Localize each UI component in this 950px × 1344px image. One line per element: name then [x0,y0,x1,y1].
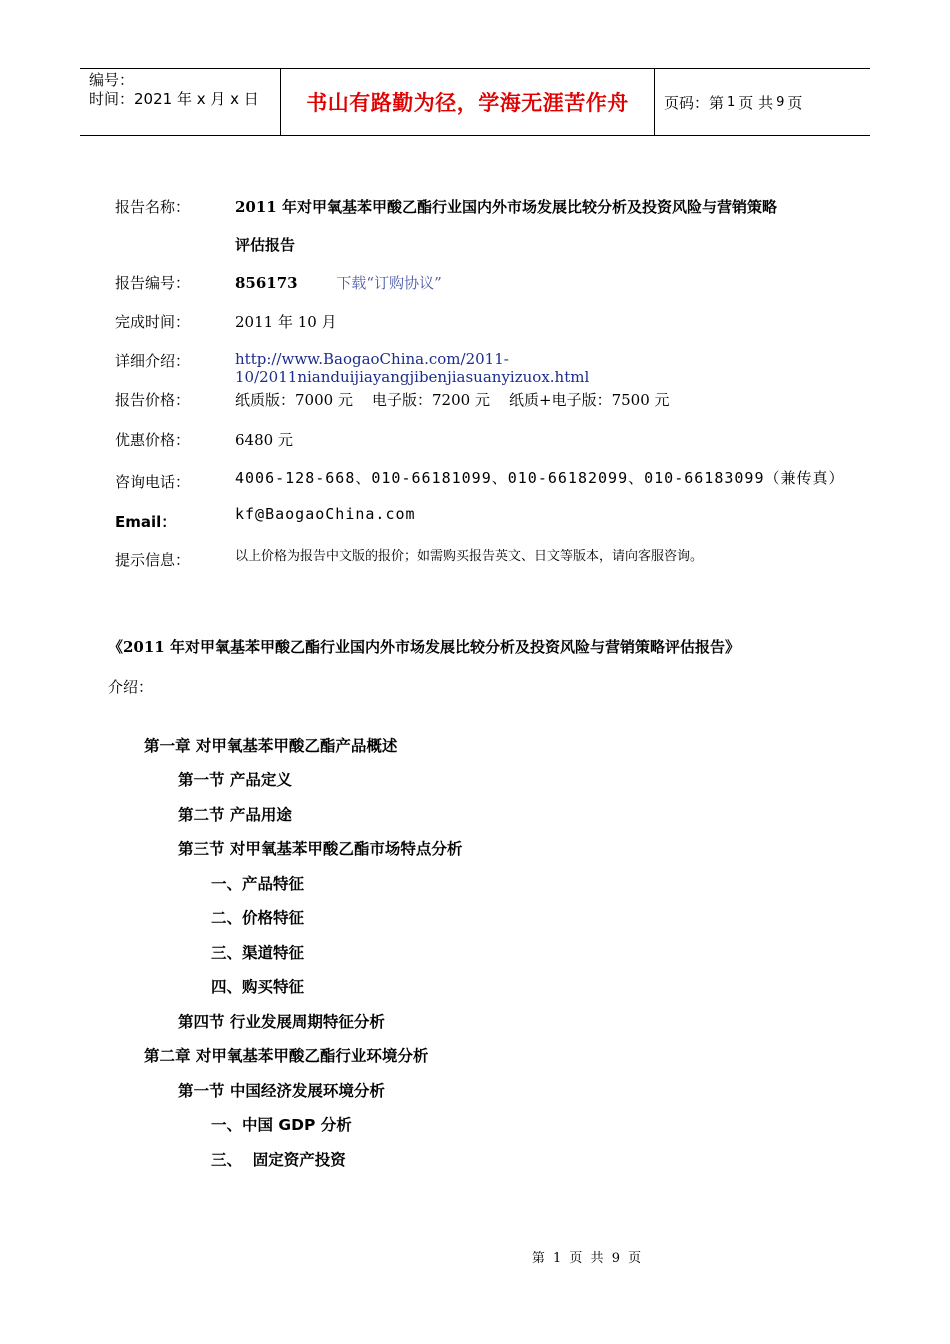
page-total: 9 [776,94,785,110]
report-id-label: 报告编号： [115,274,191,292]
intro-label: 介绍： [108,678,154,696]
date-label: 完成时间： [115,313,191,331]
page-mid: 页 共 [738,93,774,112]
toc-section: 第一节 中国经济发展环境分析 [178,1082,385,1100]
report-name-row [115,196,855,234]
price-label: 报告价格： [115,391,191,409]
date-value: 2011 年 10 月 [235,313,337,331]
header-page-cell [655,69,870,135]
tip-row [115,545,855,583]
report-name-line1: 2011 年对甲氧基苯甲酸乙酯行业国内外市场发展比较分析及投资风险与营销策略 [235,198,777,216]
report-id-value: 856173 [235,274,298,292]
email-row [115,505,855,545]
report-info [115,196,855,583]
motto: 书山有路勤为径，学海无涯苦作舟 [306,91,629,115]
page-footer [0,1247,950,1266]
toc-chapter-1: 第一章 对甲氧基苯甲酸乙酯产品概述 [144,737,398,755]
page-suffix: 页 [787,93,803,112]
discount-row [115,429,855,467]
price-row [115,389,855,429]
header-motto-cell [281,69,655,135]
detail-label: 详细介绍： [115,352,191,370]
report-name-line2: 评估报告 [235,236,296,254]
price-value: 纸质版：7000 元 电子版：7200 元 纸质+电子版：7500 元 [235,391,670,409]
report-name-row-2 [115,234,855,272]
time-label: 时间：2021 年 x 月 x 日 [89,90,259,108]
phone-value: 4006-128-668、010-66181099、010-66182099、010-66183099（兼传真） [235,469,845,487]
email-value[interactable]: kf@BaogaoChina.com [235,505,416,523]
toc-subsection: 一、中国 GDP 分析 [211,1116,352,1134]
toc-subsection: 三、渠道特征 [211,944,305,962]
toc-section: 第三节 对甲氧基苯甲酸乙酯市场特点分析 [178,840,463,858]
page-number: 1 [727,94,736,110]
toc-subsection: 一、产品特征 [211,875,305,893]
toc-chapter-2: 第二章 对甲氧基苯甲酸乙酯行业环境分析 [144,1047,429,1065]
header-meta-cell [80,69,281,135]
detail-row [115,350,855,389]
email-label: Email： [115,513,177,531]
detail-url-link[interactable]: http://www.BaogaoChina.com/2011-10/2011nianduijiayangjibenjiasuanyizuox.html [235,350,590,386]
toc-subsection: 四、购买特征 [211,978,305,996]
number-label: 编号： [89,71,135,89]
phone-row [115,467,855,505]
report-id-row [115,272,855,311]
toc-subsection: 二、价格特征 [211,909,305,927]
toc-subsection: 三、 固定资产投资 [211,1151,346,1169]
page-prefix: 页码：第 [664,93,725,112]
footer-page-number: 第 1 页 共 9 页 [531,1251,644,1266]
tip-label: 提示信息： [115,551,191,569]
tip-value: 以上价格为报告中文版的报价；如需购买报告英文、日文等版本，请向客服咨询。 [235,549,704,564]
intro-title: 《2011 年对甲氧基苯甲酸乙酯行业国内外市场发展比较分析及投资风险与营销策略评估报告》 [108,638,740,656]
report-name-label: 报告名称： [115,198,191,216]
phone-label: 咨询电话： [115,473,191,491]
discount-label: 优惠价格： [115,431,191,449]
header-table [80,68,870,136]
date-row [115,311,855,350]
toc-section: 第一节 产品定义 [178,771,292,789]
toc-section: 第二节 产品用途 [178,806,292,824]
toc-section: 第四节 行业发展周期特征分析 [178,1013,385,1031]
discount-value: 6480 元 [235,431,293,449]
download-agreement-link[interactable]: 下载“订购协议” [336,274,442,292]
